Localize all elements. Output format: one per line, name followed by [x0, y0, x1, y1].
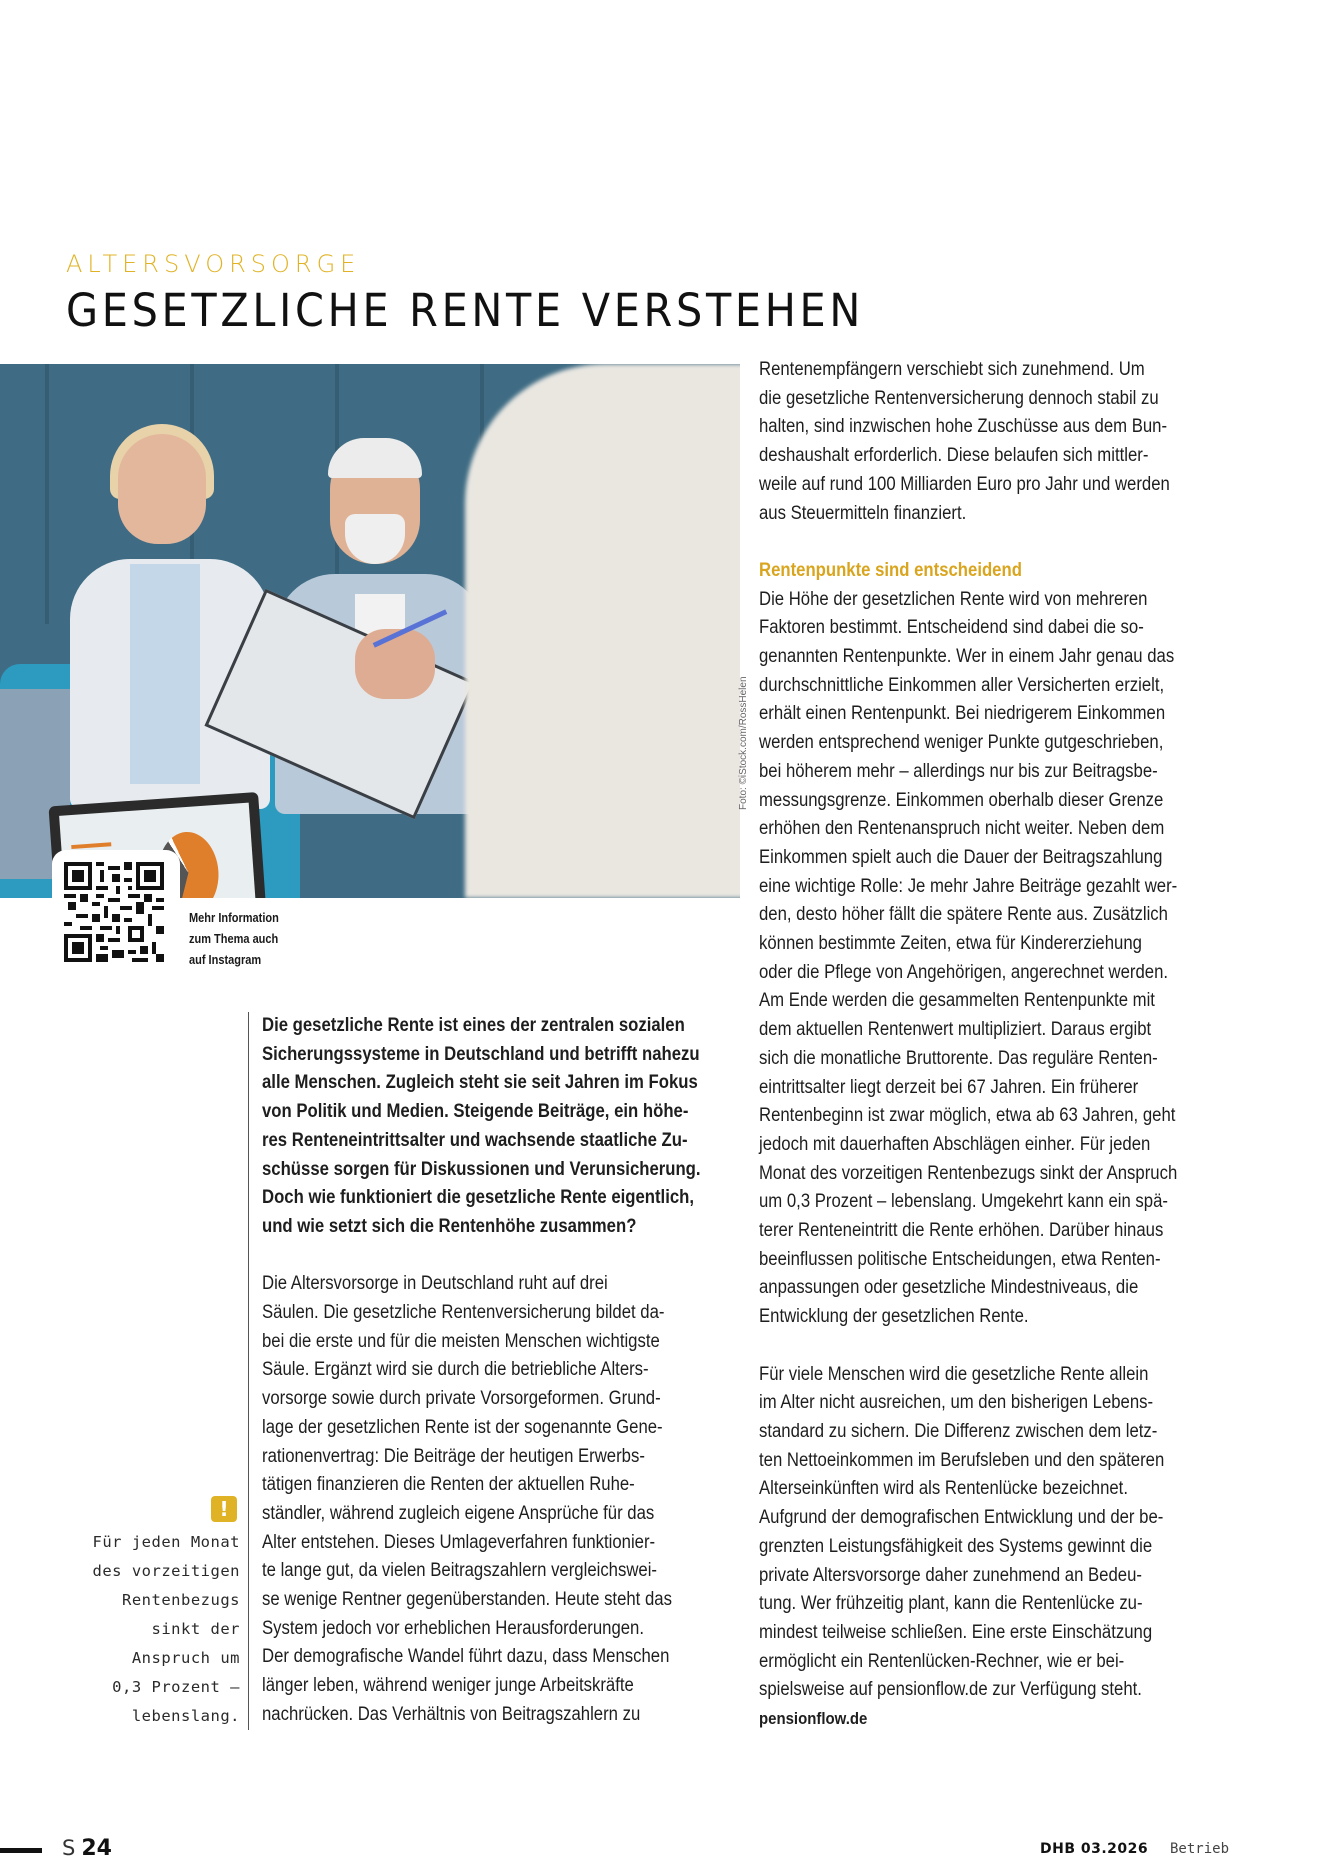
right-column [759, 356, 1239, 1734]
subheading: Rentenpunkte sind entscheidend [759, 559, 1022, 581]
section-label: Betrieb [1170, 1841, 1230, 1857]
issue-label: DHB 03.2026 [1040, 1841, 1149, 1857]
photo-credit: Foto: ©iStock.com/RossHelen [738, 676, 749, 810]
pull-quote: Für jeden Monat des vorzeitigen Rentenbezugs sinkt der Anspruch um 0,3 Prozent – lebenslang. [92, 1533, 240, 1725]
page-number: S 24 [62, 1836, 112, 1861]
article-photo [0, 364, 740, 898]
website-link[interactable]: pensionflow.de [759, 1709, 868, 1729]
exclamation-icon: ! [211, 1496, 237, 1522]
qr-code-icon[interactable] [64, 862, 164, 962]
body-paragraph: Für viele Menschen wird die gesetzliche Rente allein im Alter nicht ausreichen, um den bisherigen Lebens- standard zu sichern. Die Differenz zwischen dem letz- ten Nettoeinkommen im Berufsleben und den späteren Alterseinkünften wird als Rentenlücke bezeichnet. Aufgrund der demografischen Entwicklung und der be- grenzten Leistungsfähigkeit des Systems gewinnt die private Altersvorsorge daher zunehmend an Bedeu- tung. Wer frühzeitig plant, kann die Rentenlücke zu- mindest teilweise schließen. Eine erste Einschätzung ermöglicht ein Rentenlücken-Rechner, wie er bei- spielsweise auf pensionflow.de zur Verfügung steht. [759, 1363, 1165, 1701]
intro-paragraph: Die gesetzliche Rente ist eines der zentralen sozialen Sicherungssysteme in Deutschland und betrifft nahezu alle Menschen. Zugleich steht sie seit Jahren im Fokus von Politik und Medien. Steigende Beiträge, ein höhe- res Renteneintrittsalter und wachsende staatliche Zu- schüsse sorgen für Diskussionen und Verunsicherung. Doch wie funktioniert die gesetzliche Rente eigentlich, und wie setzt sich die Rentenhöhe zusammen? [262, 1015, 701, 1237]
qr-caption: Mehr Information zum Thema auch auf Instagram [189, 911, 279, 967]
body-paragraph: Die Höhe der gesetzlichen Rente wird von mehreren Faktoren bestimmt. Entscheidend sind dabei die so- genannten Rentenpunkte. Wer in einem Jahr genau das durchschnittliche Einkommen aller Versicherten erzielt, erhält einen Rentenpunkt. Bei niedrigerem Einkommen werden entsprechend weniger Punkte gutgeschrieben, bei höherem mehr – allerdings nur bis zur Beitragsbe- messungsgrenze. Einkommen oberhalb dieser Grenze erhöhen den Rentenanspruch nicht weiter. Neben dem Einkommen spielt auch die Dauer der Beitragszahlung eine wichtige Rolle: Je mehr Jahre Beiträge gezahlt wer- den, desto höher fällt die spätere Rente aus. Zusätzlich können bestimmte Zeiten, etwa für Kindererziehung oder die Pflege von Angehörigen, angerechnet werden. Am Ende werden die gesammelten Rentenpunkte mit dem aktuellen Rentenwert multipliziert. Daraus ergibt sich die monatliche Bruttorente. Das reguläre Renten- eintrittsalter liegt derzeit bei 67 Jahren. Ein früherer Rentenbeginn ist zwar möglich, etwa ab 63 Jahren, geht jedoch mit dauerhaften Abschlägen einher. Für jeden Monat des vorzeitigen Rentenbezugs sinkt der Anspruch um 0,3 Prozent – lebenslang. Umgekehrt kann ein spä- terer Renteneintritt die Rente erhöhen. Darüber hinaus beeinflussen politische Entscheidungen, etwa Renten- anpassungen oder gesetzliche Mindestniveaus, die Entwicklung der gesetzlichen Rente. [759, 588, 1178, 1328]
column-rule [248, 1012, 249, 1730]
body-paragraph: Rentenempfängern verschiebt sich zunehmend. Um die gesetzliche Rentenversicherung dennoch stabil zu halten, sind inzwischen hohe Zuschüsse aus dem Bun- deshaushalt erforderlich. Diese belaufen sich mittler- weile auf rund 100 Milliarden Euro pro Jahr und werden aus Steuermitteln finanziert. [759, 359, 1170, 524]
kicker: ALTERSVORSORGE [66, 250, 361, 278]
middle-column [262, 1012, 742, 1730]
footer-rule [0, 1848, 42, 1853]
body-paragraph: Die Altersvorsorge in Deutschland ruht auf drei Säulen. Die gesetzliche Rentenversicherung bildet da- bei die erste und für die meisten Menschen wichtigste Säule. Ergänzt wird sie durch die betriebliche Alters- vorsorge sowie durch private Vorsorgeformen. Grund- lage der gesetzlichen Rente ist der sogenannte Gene- rationenvertrag: Die Beiträge der heutigen Erwerbs- tätigen finanzieren die Renten der aktuellen Ruhe- ständler, während zugleich eigene Ansprüche für das Alter entstehen. Dieses Umlageverfahren funktionier- te lange gut, da vielen Beitragszahlern vergleichswei- se wenige Rentner gegenüberstanden. Heute steht das System jedoch vor erheblichen Herausforderungen. Der demografische Wandel führt dazu, dass Menschen länger leben, während weniger junge Arbeitskräfte nachrücken. Das Verhältnis von Beitragszahlern zu [262, 1273, 672, 1725]
page-title: GESETZLICHE RENTE VERSTEHEN [66, 284, 865, 337]
qr-code-card[interactable] [52, 850, 180, 980]
